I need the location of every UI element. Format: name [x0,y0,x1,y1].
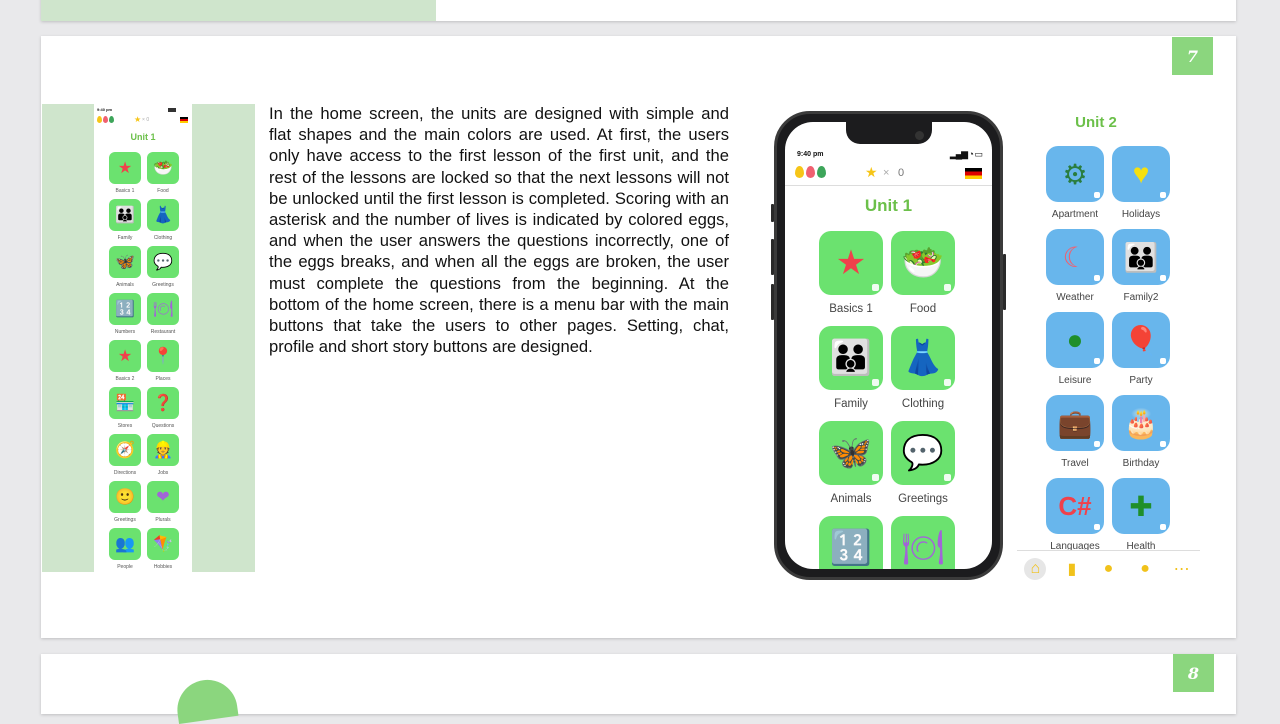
lesson-item[interactable] [891,326,955,421]
small-phone-screen [94,104,192,572]
home-icon[interactable]: ⌂ [1024,558,1046,580]
small-lesson-label: People [117,564,133,570]
lesson-icon: 🥗 [147,152,179,184]
unit2-lesson-label: Holidays [1121,209,1161,220]
unit-title: Unit 1 [864,196,913,215]
lesson-icon: 🙂 [109,481,141,513]
chat-icon[interactable]: ● [1140,559,1150,577]
phone-screen [785,122,992,569]
lesson-icon: 🏪 [109,387,141,419]
leaf-graphic [174,676,239,724]
lock-icon [944,474,951,481]
small-lesson-item[interactable] [108,481,142,528]
star-icon: ★ [134,115,142,124]
lock-icon [872,474,879,481]
lesson-icon: 🪁 [147,528,179,560]
unit2-lesson-item[interactable] [1112,146,1170,229]
lesson-item[interactable] [891,231,955,326]
score-value: 0 [898,167,905,179]
star-icon: ★ [865,164,878,180]
lock-icon [1094,441,1100,447]
small-lesson-label: Jobs [157,470,169,476]
lesson-item[interactable] [819,231,883,326]
lesson-icon: 🎂 [1112,395,1170,451]
phone-side-button [771,239,774,275]
more-icon[interactable]: ⋯ [1173,560,1190,578]
small-lesson-label: Plurals [155,517,171,523]
small-lesson-item[interactable] [146,246,180,293]
lesson-icon: 👗 [147,199,179,231]
lock-icon [1160,192,1166,198]
small-lesson-item[interactable] [146,434,180,481]
divider [785,185,992,186]
lesson-icon: ♥ [1112,146,1170,202]
green-strip [41,0,436,21]
unit2-lesson-label: Family2 [1123,292,1159,303]
small-lesson-label: Questions [151,423,175,429]
phone-mockup [774,111,1003,580]
lesson-label: Basics 1 [829,303,873,315]
lesson-icon: ★ [819,231,883,295]
phone-side-button [771,204,774,222]
status-icons: ▂▄▆ ◔ ▭ [949,149,982,159]
previous-page [41,0,1236,21]
unit2-lesson-item[interactable] [1046,478,1104,561]
unit2-lesson-item[interactable] [1112,395,1170,478]
lesson-icon: 💬 [147,246,179,278]
egg-icon [97,116,102,123]
small-lesson-item[interactable] [146,152,180,199]
small-lesson-item[interactable] [146,481,180,528]
small-lesson-label: Animals [116,282,134,288]
unit2-lesson-label: Languages [1050,541,1100,552]
flag-icon[interactable] [965,168,982,179]
unit2-lesson-label: Party [1129,375,1153,386]
small-status-time: 9:40 pm [97,107,113,112]
lesson-icon: 👪 [819,326,883,390]
small-lesson-label: Greetings [114,517,136,523]
lesson-icon: 📍 [147,340,179,372]
lesson-icon: 👥 [109,528,141,560]
small-lesson-item[interactable] [108,434,142,481]
small-lesson-label: Hobbies [153,564,173,570]
lock-icon [1094,192,1100,198]
small-score: × 0 [142,117,150,123]
egg-icon [109,116,114,123]
small-lesson-item[interactable] [146,199,180,246]
unit2-lesson-item[interactable] [1112,229,1170,312]
egg-icon [795,166,804,178]
unit2-lesson-label: Apartment [1051,209,1099,220]
small-lesson-item[interactable] [108,340,142,387]
lesson-icon: 🍽 [891,516,955,569]
small-lesson-item[interactable] [146,528,180,572]
phone-notch [846,122,932,144]
egg-icon [817,166,826,178]
small-lesson-item[interactable] [108,293,142,340]
small-lesson-grid [108,152,180,572]
lock-icon [944,379,951,386]
lesson-icon: ❤ [147,481,179,513]
lesson-icon: 💬 [891,421,955,485]
lesson-label: Food [909,303,937,315]
small-screenshot [42,104,255,572]
lesson-label: Animals [830,493,872,505]
small-lesson-label: Places [155,376,171,382]
lesson-icon: 👪 [109,199,141,231]
lock-icon [1160,441,1166,447]
lesson-icon: 🦋 [819,421,883,485]
small-lesson-label: Stores [117,423,133,429]
lesson-icon: C# [1046,478,1104,534]
lesson-label: Clothing [901,398,945,410]
lesson-icon: 👗 [891,326,955,390]
unit2-lesson-label: Weather [1056,292,1094,303]
lock-icon [872,379,879,386]
lesson-label: Greetings [898,493,948,505]
small-lesson-label: Clothing [153,235,173,241]
lesson-icon: 🍽 [147,293,179,325]
status-time: 9:40 pm [797,151,824,158]
description-paragraph: In the home screen, the units are designed with simple and flat shapes and the main colors are used. At first, the users only have access to the first lesson of the first unit, and the rest of the lessons are locked so that the next lessons will not be unlocked until the first lesson is completed. Scoring with an asterisk and the number of lives is indicated by colored eggs, and when the user answers the questions incorrectly, one of the eggs breaks, and when all the eggs are broken, the user must complete the questions from the beginning. At the bottom of the home screen, there is a menu bar with the main buttons that take the users to other pages. Setting, chat, profile and short story buttons are designed. [269,104,729,357]
lesson-icon: ● [1046,312,1104,368]
unit2-lesson-label: Leisure [1058,375,1092,386]
signal-icon [168,108,188,112]
small-lesson-item[interactable] [146,340,180,387]
lesson-icon: ❓ [147,387,179,419]
lesson-icon: 🧭 [109,434,141,466]
unit2-lesson-item[interactable] [1112,478,1170,561]
lesson-item[interactable] [819,421,883,516]
unit2-lesson-grid [1046,146,1170,561]
phone-side-button [1003,254,1006,310]
lesson-icon: 🦋 [109,246,141,278]
bottom-menu-bar [1017,550,1200,586]
unit2-lesson-item[interactable] [1112,312,1170,395]
small-lesson-label: Restaurant [150,329,176,335]
small-lesson-label: Greetings [152,282,174,288]
lesson-icon: ✚ [1112,478,1170,534]
egg-icon [103,116,108,123]
next-page-number: 8 [1173,654,1214,692]
flag-icon [180,117,188,123]
lesson-icon: ☾ [1046,229,1104,285]
small-score-value: 0 [146,117,150,123]
lesson-icon: 🔢 [819,516,883,569]
small-lesson-label: Basics 2 [115,376,135,382]
unit2-title: Unit 2 [1075,114,1117,131]
lesson-label: Family [834,398,868,410]
unit2-lesson-label: Birthday [1122,458,1160,469]
lesson-icon: 🎈 [1112,312,1170,368]
small-eggs [97,116,114,123]
lesson-icon: 🔢 [109,293,141,325]
lesson-grid [819,231,955,569]
small-lesson-item[interactable] [108,387,142,434]
unit2-lesson-item[interactable] [1046,229,1104,312]
unit2-lesson-item[interactable] [1046,146,1104,229]
unit2-lesson-item[interactable] [1046,395,1104,478]
unit2-lesson-label: Health [1126,541,1156,552]
small-lesson-label: Numbers [114,329,136,335]
small-lesson-item[interactable] [108,152,142,199]
lock-icon [944,284,951,291]
lock-icon [1094,524,1100,530]
egg-icon [806,166,815,178]
lives-eggs [795,166,826,178]
lesson-item[interactable] [891,516,955,569]
lesson-icon: 👪 [1112,229,1170,285]
lesson-icon: 💼 [1046,395,1104,451]
small-lesson-item[interactable] [146,293,180,340]
small-lesson-label: Basics 1 [115,188,135,194]
lock-icon [1160,275,1166,281]
small-lesson-label: Family [117,235,133,241]
small-lesson-label: Food [157,188,169,194]
lesson-icon: ★ [109,152,141,184]
next-page [41,654,1236,714]
lesson-item[interactable] [819,326,883,421]
lesson-icon: ⚙ [1046,146,1104,202]
small-unit-title: Unit 1 [130,132,156,142]
lock-icon [1160,524,1166,530]
phone-side-button [771,284,774,320]
lesson-icon: 👷 [147,434,179,466]
lesson-item[interactable] [819,516,883,569]
lock-icon [872,284,879,291]
times-icon: × [883,167,890,179]
lock-icon [1160,358,1166,364]
unit2-lesson-item[interactable] [1046,312,1104,395]
small-lesson-label: Directions [113,470,137,476]
lesson-icon: ★ [109,340,141,372]
lesson-icon: 🥗 [891,231,955,295]
small-lesson-item[interactable] [108,246,142,293]
unit2-lesson-label: Travel [1061,458,1089,469]
small-lesson-item[interactable] [146,387,180,434]
lock-icon [1094,358,1100,364]
camera-icon [915,131,924,140]
document-page [41,36,1236,638]
lock-icon [1094,275,1100,281]
lesson-item[interactable] [891,421,955,516]
page-number: 7 [1172,37,1213,75]
profile-icon[interactable]: ● [1103,559,1114,577]
small-lesson-item[interactable] [108,528,142,572]
book-icon[interactable]: ▮ [1067,560,1077,578]
small-lesson-item[interactable] [108,199,142,246]
